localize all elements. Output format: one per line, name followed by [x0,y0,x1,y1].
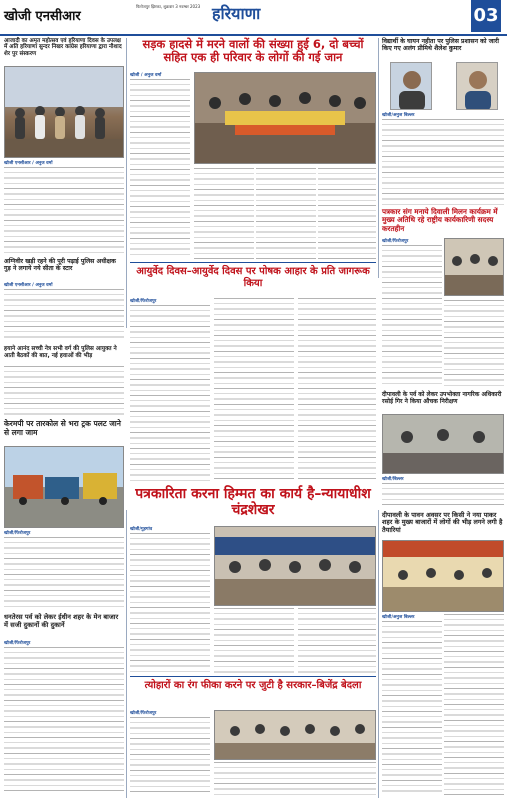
story-body-dhanteras [4,640,124,796]
story-body-left-mid [4,282,124,342]
story-photo-event [214,526,376,606]
story-headline-left-mid: अग्निवीर खड़ी रहने की पूरी पढ़ाई पुलिस अधीक्षक गुड़ ने लगाये नये सीता के स्टार [4,258,116,273]
story-photo-inspection [382,414,504,474]
date-line: फिरोजपुर झिरका, शुक्रवार 3 नवम्बर 2023 [136,4,201,9]
portrait-photo [456,62,498,110]
story-body-ayurveda-col1 [130,298,210,482]
story-headline-top-left: आजादी का अमृत महोत्सव एवं हरियाणा दिवस के उपलक्ष में अति हरियाणा सुन्दर निखर कांग्रेस हरियाणा द्वारा नौशाद शेर पुर संस्करण [4,38,122,57]
story-byline: खोजी/अनुज बिल्लर [382,113,415,118]
lead-headline: सड़क हादसे में मरने वालों की संख्या हुई 6, दो बच्चों सहित एक ही परिवार के लोगों की गई जान [142,37,364,65]
story-body-patrkar-col1 [382,238,442,388]
column-rule [126,510,127,798]
story-headline-right-mid: दीपावली के पर्व को लेकर उपभोक्ता नागरिक अधिकारी रसोई गिर ने किया औचक निरीक्षण [382,391,502,405]
story-body-festivals-col2 [214,762,376,796]
story-photo-market [382,540,504,612]
story-body-left-mid2 [4,366,124,418]
story-headline-diwali: दीपावली के पावन अवसर पर किसी ने नया पाकर शहर के मुख्य बाजारों में लोगों की भीड़ लगने लगी है तैयारियां [382,511,503,534]
column-rule [378,510,379,798]
lead-body-col4 [318,168,376,260]
story-photo-meeting [444,238,504,296]
lead-body-col1 [130,72,190,260]
story-byline: खोजी/अनुज बिल्लर [382,615,415,620]
story-headline-left-mid2: हयाने आनंद सच्ची नेत्र सभी वर्ग की पुलिस आयुक्त ने आती बैठकों की बात, नई हवाओं की भीड़ [4,346,117,359]
masthead [0,0,507,36]
story-body-ayurveda-col2 [214,298,294,482]
story-byline: खोजी/फिरोजपुर [4,531,31,536]
section-divider [130,676,376,677]
story-byline: खोजी/गुड़गांव [130,527,153,532]
story-body-journalism-col2 [214,608,294,674]
story-byline: खोजी/फिरोजपुर [130,711,157,716]
story-byline: खोजी एनसीआर / अनुज वर्मा [4,161,53,166]
story-body-journalism-col1 [130,526,210,674]
story-byline: खोजी/फिरोजपुर [382,239,409,244]
section-title: हरियाणा [212,4,261,23]
story-headline-journalism: पत्रकारिता करना हिम्मत का कार्य है–न्यायाधीश चंद्रशेखर [135,486,371,519]
column-rule [126,38,127,328]
story-body-diwali-col1 [382,614,442,796]
story-byline: खोजी / अनुज वर्मा [130,73,162,78]
lead-body-col2 [194,168,254,260]
story-body-top-left [4,160,124,256]
story-body-festivals-col1 [130,710,210,796]
story-body-truck [4,530,124,610]
story-headline-patrkar: पत्रकार संग मनाये दिवाली मिलन कार्यक्रम में मुख्य अतिथि रहे राष्ट्रीय कार्यकारिणी सदस्य करतहीन [382,207,498,233]
story-byline: खोजी/फिरोजपुर [130,299,157,304]
lead-photo-funeral [194,72,376,164]
newspaper-logo: खोजी एनसीआर [4,9,81,24]
story-body-patrkar-col2 [444,300,504,388]
portrait-photo [390,62,432,110]
column-rule [378,38,379,278]
story-byline: खोजी एनसीआर / अनुज वर्मा [4,283,53,288]
story-headline-ayurveda: आयुर्वेद दिवस–आयुर्वेद दिवस पर पोषक आहार के प्रति जागरूक किया [136,266,370,289]
story-photo-rally [4,66,124,158]
story-byline: खोजी/बिल्लर [382,477,404,482]
story-byline: खोजी/फिरोजपुर [4,641,31,646]
page-number: 03 [471,0,501,32]
story-headline-truck: केरमपी पर तारकोल से भरा ट्रक पलट जाने से लगा जाम [4,419,121,437]
story-body-journalism-col3 [298,608,376,674]
story-photo-festival [214,710,376,760]
story-headline-right-top: विद्यार्थी के घायन नहीता पर पुलिस प्रशासन को जारी किए गए अलंग प्रीमिथे शैलेश कुमार [382,38,499,53]
story-headline-dhanteras: धनतेरस पर्व को लेकर ईधीन शहर के मेन बाजार में सजी दुकानों की दुकानें [4,613,119,629]
section-divider [130,262,376,263]
story-body-right-top [382,112,504,206]
story-headline-festivals: त्योहारों का रंग फीका करने पर जुटी है सरकार–बिजेंद्र बेदला [144,680,362,691]
story-photo-truck [4,446,124,528]
story-body-diwali-col2 [444,614,504,796]
story-body-right-mid [382,476,504,508]
story-body-ayurveda-col3 [298,298,376,482]
lead-body-col3 [256,168,316,260]
